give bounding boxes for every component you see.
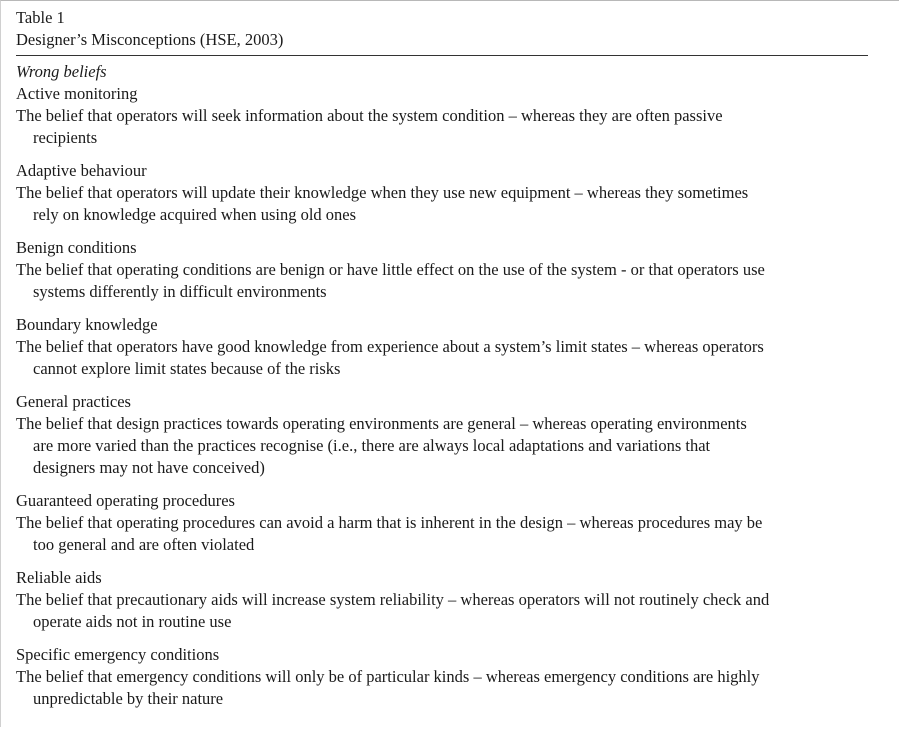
entry-description-line: recipients xyxy=(33,128,98,147)
entry-description-line: The belief that emergency conditions will only be of particular kinds – whereas emergency conditions are highly xyxy=(16,667,760,686)
entry-description-line: are more varied than the practices recognise (i.e., there are always local adaptations and variations that xyxy=(33,436,711,455)
section-heading: Wrong beliefs xyxy=(16,62,107,81)
entry-general-practices xyxy=(16,391,868,479)
entry-description-line: The belief that precautionary aids will increase system reliability – whereas operators will not routinely check and xyxy=(16,590,770,609)
entry-title: General practices xyxy=(16,392,131,411)
entry-description-line: The belief that operating procedures can avoid a harm that is inherent in the design – whereas procedures may be xyxy=(16,513,763,532)
entry-description-line: The belief that operators have good knowledge from experience about a system’s limit states – whereas operators xyxy=(16,337,764,356)
entry-description-line: The belief that design practices towards operating environments are general – whereas operating environments xyxy=(16,414,747,433)
entry-description-line: The belief that operators will seek information about the system condition – whereas they are often passive xyxy=(16,106,723,125)
entry-benign-conditions xyxy=(16,237,868,303)
entry-title: Boundary knowledge xyxy=(16,315,158,334)
entry-title: Benign conditions xyxy=(16,238,137,257)
entry-description-line: operate aids not in routine use xyxy=(33,612,232,631)
entry-guaranteed-operating-procedures xyxy=(16,490,868,556)
entry-boundary-knowledge xyxy=(16,314,868,380)
entry-description xyxy=(16,336,885,380)
table-caption: Designer’s Misconceptions (HSE, 2003) xyxy=(16,30,284,49)
table-container xyxy=(16,7,868,710)
entry-description-line: systems differently in difficult environments xyxy=(33,282,327,301)
entry-description xyxy=(16,413,885,479)
entry-description xyxy=(16,105,885,149)
entry-description xyxy=(16,666,885,710)
entry-adaptive-behaviour xyxy=(16,160,868,226)
entry-description xyxy=(16,512,885,556)
entry-description-line: cannot explore limit states because of the risks xyxy=(33,359,341,378)
entry-description xyxy=(16,182,885,226)
entry-description-line: unpredictable by their nature xyxy=(33,689,224,708)
entry-description xyxy=(16,259,885,303)
entry-description xyxy=(16,589,885,633)
table-label: Table 1 xyxy=(16,8,65,27)
entry-active-monitoring xyxy=(16,83,868,149)
entry-title: Active monitoring xyxy=(16,84,138,103)
entry-title: Guaranteed operating procedures xyxy=(16,491,235,510)
entry-description-line: designers may not have conceived) xyxy=(33,458,265,477)
entry-description-line: too general and are often violated xyxy=(33,535,255,554)
entry-title: Specific emergency conditions xyxy=(16,645,220,664)
entry-description-line: rely on knowledge acquired when using old ones xyxy=(33,205,357,224)
entry-title: Adaptive behaviour xyxy=(16,161,147,180)
entry-description-line: The belief that operators will update their knowledge when they use new equipment – whereas they sometimes xyxy=(16,183,749,202)
entry-specific-emergency-conditions xyxy=(16,644,868,710)
entry-title: Reliable aids xyxy=(16,568,102,587)
entry-reliable-aids xyxy=(16,567,868,633)
entry-description-line: The belief that operating conditions are benign or have little effect on the use of the system - or that operators use xyxy=(16,260,765,279)
header-rule xyxy=(16,55,868,56)
